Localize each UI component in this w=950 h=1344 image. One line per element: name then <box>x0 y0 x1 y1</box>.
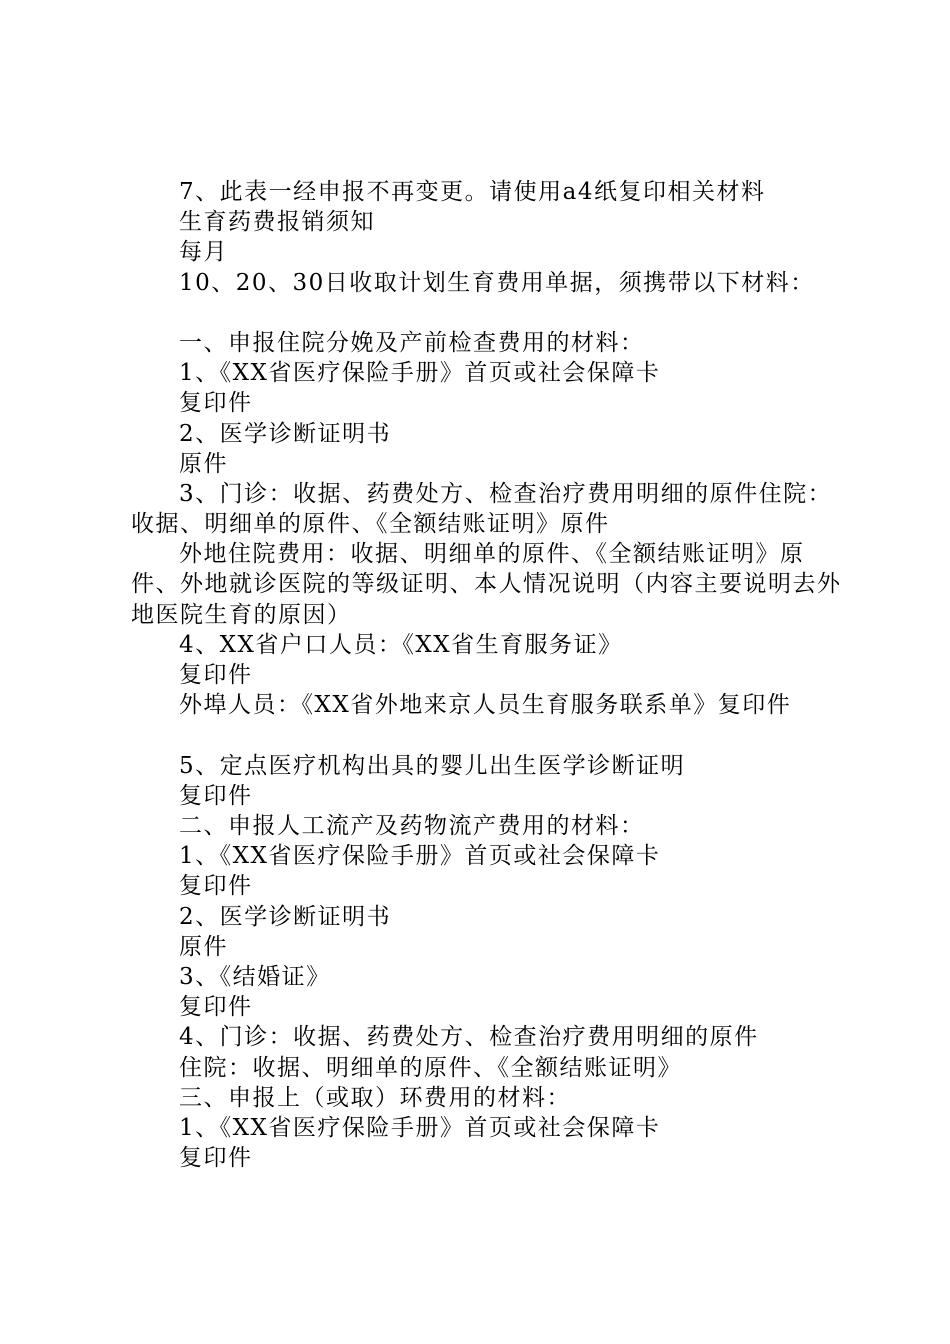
text-line: 2、医学诊断证明书 <box>179 903 392 930</box>
text-line: 外埠人员：《XX省外地来京人员生育服务联系单》复印件 <box>179 692 792 719</box>
section-heading: 三、申报上（或取）环费用的材料： <box>179 1084 571 1111</box>
text-line: 每月 <box>179 239 228 266</box>
text-line: 3、《结婚证》 <box>179 963 331 990</box>
text-line: 住院：收据、明细单的原件、《全额结账证明》 <box>179 1054 682 1081</box>
text-line: 复印件 <box>179 390 253 417</box>
section-heading: 二、申报人工流产及药物流产费用的材料： <box>179 813 645 840</box>
paragraph: 外地住院费用：收据、明细单的原件、《全额结账证明》原件、外地就诊医院的等级证明、本人情况说明（内容主要说明去外地医院生育的原因） <box>131 541 842 628</box>
blank-line <box>131 298 851 328</box>
text-line: 复印件 <box>179 1145 253 1172</box>
text-line: 4、XX省户口人员：《XX省生育服务证》 <box>179 631 623 658</box>
paragraph: 3、门诊：收据、药费处方、检查治疗费用明细的原件住院：收据、明细单的原件、《全额结账证明》原件 <box>131 480 833 538</box>
text-line: 原件 <box>179 933 228 960</box>
text-line: 复印件 <box>179 873 253 900</box>
text-line: 1、《XX省医疗保险手册》首页或社会保障卡 <box>179 1114 661 1141</box>
text-line: 复印件 <box>179 662 253 689</box>
text-line: 1、《XX省医疗保险手册》首页或社会保障卡 <box>179 360 661 387</box>
section-heading: 一、申报住院分娩及产前检查费用的材料： <box>179 329 645 356</box>
text-line: 10、20、30日收取计划生育费用单据，须携带以下材料： <box>179 269 815 296</box>
text-line: 2、医学诊断证明书 <box>179 420 392 447</box>
text-line: 7、此表一经申报不再变更。请使用a4纸复印相关材料 <box>179 179 766 205</box>
blank-line <box>131 720 851 750</box>
document-body <box>131 177 851 1173</box>
text-line: 1、《XX省医疗保险手册》首页或社会保障卡 <box>179 843 661 870</box>
text-line: 复印件 <box>179 782 253 809</box>
text-line: 原件 <box>179 450 228 477</box>
text-line: 4、门诊：收据、药费处方、检查治疗费用明细的原件 <box>179 1024 759 1051</box>
text-line: 5、定点医疗机构出具的婴儿出生医学诊断证明 <box>179 752 686 779</box>
text-line: 生育药费报销须知 <box>179 209 375 236</box>
text-line: 复印件 <box>179 994 253 1021</box>
